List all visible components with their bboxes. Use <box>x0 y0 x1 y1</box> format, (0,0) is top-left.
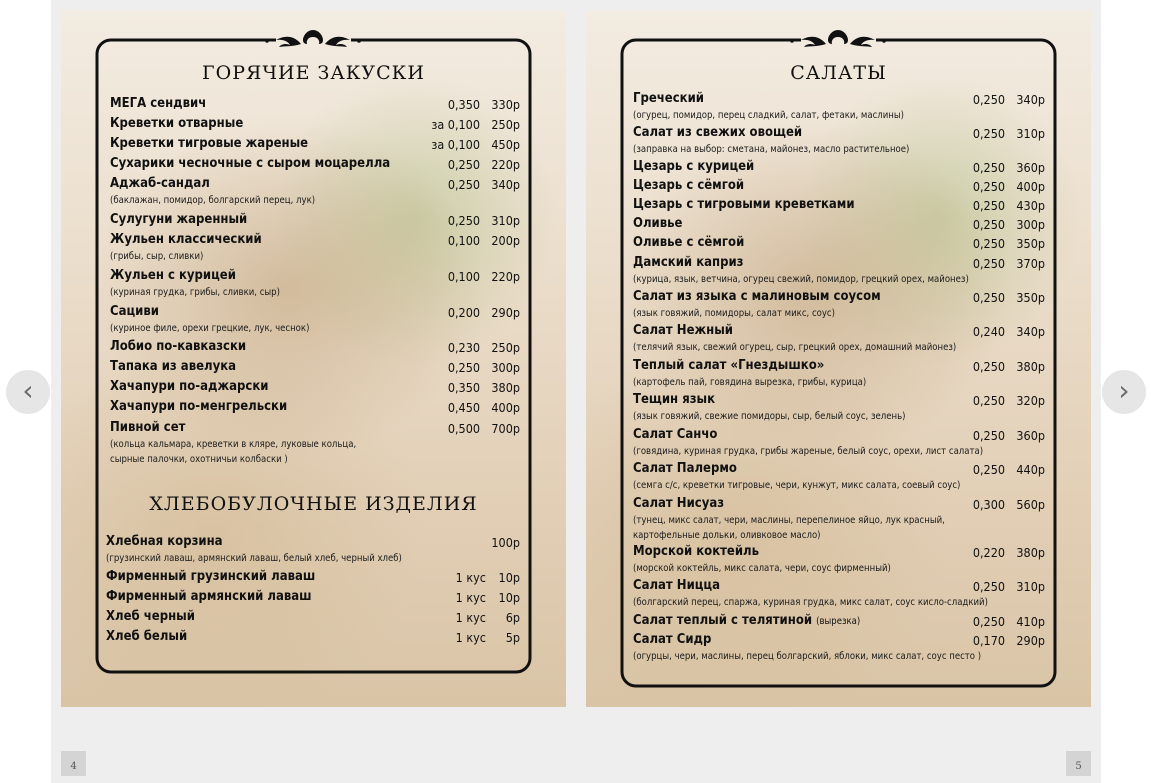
menu-item <box>61 135 566 155</box>
menu-item-name-text: Фирменный грузинский лаваш <box>106 569 316 584</box>
menu-item <box>586 158 1091 178</box>
menu-item <box>61 419 566 439</box>
menu-item-description: (язык говяжий, помидоры, салат микс, соус) <box>633 308 835 319</box>
menu-item <box>61 533 566 553</box>
menu-item-weight: за 0,100 <box>431 117 480 132</box>
menu-item-weight: 0,250 <box>447 157 480 172</box>
menu-item-price: 10р <box>498 590 520 605</box>
menu-item-weight: 0,200 <box>447 305 480 320</box>
menu-item-name-text: Креветки тигровые жареные <box>110 136 309 151</box>
menu-item-price: 250р <box>491 117 520 132</box>
menu-item-name <box>633 461 737 476</box>
menu-item-name-text: Тещин язык <box>633 392 716 407</box>
menu-item-weight: 0,250 <box>972 579 1005 594</box>
menu-item-name-text: Аджаб-сандал <box>110 176 210 191</box>
menu-item-weight: 0,250 <box>972 92 1005 107</box>
menu-item-name-text: Хлеб черный <box>106 609 195 624</box>
menu-item-name-text: Салат Сидр <box>633 632 712 647</box>
menu-item-name <box>633 289 881 304</box>
menu-item <box>586 577 1091 597</box>
menu-item-weight: 0,250 <box>972 236 1005 251</box>
menu-item-name-text: Салат Палермо <box>633 461 737 476</box>
next-page-button[interactable] <box>1102 370 1146 414</box>
menu-item-price: 5р <box>505 630 520 645</box>
menu-item-description: (огурцы, чери, маслины, перец болгарский, яблоки, микс салат, соус песто ) <box>633 651 982 662</box>
menu-item-weight: за 0,100 <box>431 137 480 152</box>
menu-item <box>586 357 1091 377</box>
menu-item-name-text: Цезарь с сёмгой <box>633 178 745 193</box>
menu-item-weight: 0,250 <box>447 213 480 228</box>
menu-item-description: (болгарский перец, спаржа, куриная грудка, микс салат, соус кисло-сладкий) <box>633 597 988 608</box>
menu-item <box>61 211 566 231</box>
menu-item-weight: 0,250 <box>972 198 1005 213</box>
menu-item-weight: 1 кус <box>455 610 486 625</box>
menu-item-name-text: Морской коктейль <box>633 544 760 559</box>
menu-item-weight: 1 кус <box>455 570 486 585</box>
menu-item-weight: 0,500 <box>447 421 480 436</box>
menu-item-name-text: Хлебная корзина <box>106 534 223 549</box>
menu-item <box>61 231 566 251</box>
menu-item-name-text: Оливье с сёмгой <box>633 235 745 250</box>
menu-item-weight: 0,250 <box>972 393 1005 408</box>
menu-item-weight: 0,170 <box>972 633 1005 648</box>
menu-item-description: сырные палочки, охотничьи колбаски ) <box>110 454 288 465</box>
menu-item <box>61 267 566 287</box>
menu-item-price: 380р <box>491 380 520 395</box>
menu-item-name <box>633 323 733 338</box>
menu-item-weight: 0,230 <box>447 340 480 355</box>
chevron-right-icon: › <box>1118 374 1130 407</box>
menu-item-name-text: Жульен с курицей <box>110 268 236 283</box>
menu-item <box>586 426 1091 446</box>
menu-item-price: 300р <box>1016 217 1045 232</box>
menu-item-weight: 0,300 <box>972 497 1005 512</box>
menu-item-name <box>110 399 287 414</box>
menu-item-name-text: Оливье <box>633 216 683 231</box>
menu-item-name-text: МЕГА сендвич <box>110 96 207 111</box>
menu-item-name <box>633 578 720 593</box>
menu-item-price: 220р <box>491 269 520 284</box>
menu-item-name <box>633 392 715 407</box>
menu-item-weight: 0,250 <box>972 160 1005 175</box>
menu-item-weight: 0,250 <box>972 428 1005 443</box>
menu-item <box>586 495 1091 515</box>
menu-item-price: 450р <box>491 137 520 152</box>
menu-item <box>586 322 1091 342</box>
menu-item-weight: 1 кус <box>455 630 486 645</box>
menu-item-name <box>106 629 187 644</box>
chevron-left-icon: ‹ <box>22 374 34 407</box>
menu-item-price: 400р <box>1016 179 1045 194</box>
menu-item <box>61 378 566 398</box>
menu-item <box>61 95 566 115</box>
menu-item-name <box>110 176 210 191</box>
menu-item-weight: 0,250 <box>972 462 1005 477</box>
menu-item-name-text: Жульен классический <box>110 232 262 247</box>
section-title-bakery: ХЛЕБОБУЛОЧНЫЕ ИЗДЕЛИЯ <box>149 493 478 515</box>
menu-item-name-text: Креветки отварные <box>110 116 244 131</box>
menu-item <box>586 234 1091 254</box>
menu-item <box>61 358 566 378</box>
menu-item <box>586 215 1091 235</box>
menu-item-description: (тунец, микс салат, чери, маслины, перепелиное яйцо, лук красный, <box>633 515 945 526</box>
menu-item-price: 10р <box>498 570 520 585</box>
menu-item-description: (говядина, куриная грудка, грибы жареные, белый соус, орехи, лист салата) <box>633 446 984 457</box>
menu-item-name-text: Сулугуни жаренный <box>110 212 248 227</box>
menu-item-price: 440р <box>1016 462 1045 477</box>
menu-item-weight: 0,250 <box>972 614 1005 629</box>
menu-item <box>586 631 1091 651</box>
menu-item-price: 410р <box>1016 614 1045 629</box>
menu-item <box>586 288 1091 308</box>
menu-item-weight: 0,220 <box>972 545 1005 560</box>
menu-item <box>586 612 1091 632</box>
menu-item-name <box>633 255 743 270</box>
menu-item-weight: 0,450 <box>447 400 480 415</box>
menu-item-description: (кольца кальмара, креветки в кляре, луковые кольца, <box>110 439 357 450</box>
menu-item-name-text: Пивной сет <box>110 420 186 435</box>
menu-item <box>61 588 566 608</box>
menu-item-name <box>633 197 855 212</box>
prev-page-button[interactable] <box>6 370 50 414</box>
menu-item-price: 310р <box>1016 126 1045 141</box>
menu-item-name-text: Салат Санчо <box>633 427 718 442</box>
menu-item-price: 290р <box>1016 633 1045 648</box>
menu-item-name-text: Хачапури по-менгрельски <box>110 399 288 414</box>
menu-item-name-text: Греческий <box>633 91 704 106</box>
menu-item-price: 370р <box>1016 256 1045 271</box>
menu-item-name <box>110 96 206 111</box>
menu-item-price: 360р <box>1016 428 1045 443</box>
menu-item-description: (семга с/с, креветки тигровые, чери, кунжут, микс салата, соевый соус) <box>633 480 961 491</box>
section-title-hot-appetizers: ГОРЯЧИЕ ЗАКУСКИ <box>202 62 425 84</box>
menu-item-description: (куриное филе, орехи грецкие, лук, чеснок) <box>110 323 310 334</box>
menu-item-price: 700р <box>491 421 520 436</box>
menu-item-price: 320р <box>1016 393 1045 408</box>
menu-item-price: 400р <box>491 400 520 415</box>
menu-item-name <box>633 125 802 140</box>
menu-item-name <box>633 358 824 373</box>
menu-item-weight: 0,350 <box>447 380 480 395</box>
menu-item-price: 360р <box>1016 160 1045 175</box>
menu-item <box>586 124 1091 144</box>
menu-item-price: 250р <box>491 340 520 355</box>
page-number-left: 4 <box>61 751 86 776</box>
menu-item-name <box>110 304 159 319</box>
menu-item-name-text: Салат теплый с телятиной <box>633 613 813 628</box>
ornament-icon <box>790 30 886 47</box>
menu-item-weight: 0,250 <box>972 256 1005 271</box>
menu-item-name-text: Салат из свежих овощей <box>633 125 803 140</box>
menu-item-name <box>633 613 860 628</box>
menu-item-weight: 0,250 <box>972 359 1005 374</box>
menu-item-name <box>633 496 724 511</box>
menu-item-name-text: Дамский каприз <box>633 255 744 270</box>
menu-item-name <box>110 212 247 227</box>
menu-item-name-text: Салат из языка с малиновым соусом <box>633 289 881 304</box>
menu-item-price: 380р <box>1016 545 1045 560</box>
menu-item-description: (заправка на выбор: сметана, майонез, масло растительное) <box>633 144 910 155</box>
menu-item-name <box>106 589 312 604</box>
menu-item-name <box>110 420 185 435</box>
menu-item-price: 380р <box>1016 359 1045 374</box>
menu-item-name <box>633 159 754 174</box>
menu-item <box>61 175 566 195</box>
menu-item-price: 350р <box>1016 290 1045 305</box>
menu-item-name-text: Цезарь с курицей <box>633 159 755 174</box>
menu-item-name <box>110 339 246 354</box>
menu-item-price: 220р <box>491 157 520 172</box>
menu-page-right[interactable] <box>586 10 1091 707</box>
menu-page-left[interactable] <box>61 10 566 707</box>
menu-item-description: (огурец, помидор, перец сладкий, салат, фетаки, маслины) <box>633 110 904 121</box>
menu-item-weight: 0,240 <box>972 324 1005 339</box>
menu-item-name <box>110 379 268 394</box>
menu-item-name <box>633 235 744 250</box>
menu-item <box>61 155 566 175</box>
menu-item <box>61 608 566 628</box>
menu-item-weight: 0,100 <box>447 233 480 248</box>
menu-item-name <box>633 544 759 559</box>
menu-item-price: 330р <box>491 97 520 112</box>
menu-item-name <box>110 136 308 151</box>
menu-item-weight: 0,250 <box>972 290 1005 305</box>
menu-item-note: (вырезка) <box>816 616 861 627</box>
menu-item-name-text: Лобио по-кавказски <box>110 339 247 354</box>
menu-item-name-text: Теплый салат «Гнездышко» <box>633 358 825 373</box>
menu-item <box>586 196 1091 216</box>
menu-item <box>586 254 1091 274</box>
menu-item-price: 310р <box>1016 579 1045 594</box>
menu-item-price: 560р <box>1016 497 1045 512</box>
menu-item-name <box>110 268 236 283</box>
menu-item-weight: 0,250 <box>972 126 1005 141</box>
menu-item-name-text: Салат Нежный <box>633 323 733 338</box>
menu-item-description: (язык говяжий, свежие помидоры, сыр, белый соус, зелень) <box>633 411 906 422</box>
menu-item-price: 300р <box>491 360 520 375</box>
section-title-salads: САЛАТЫ <box>790 62 887 84</box>
menu-item <box>586 90 1091 110</box>
menu-item-name-text: Хачапури по-аджарски <box>110 379 269 394</box>
menu-item <box>61 568 566 588</box>
menu-item-price: 340р <box>1016 324 1045 339</box>
menu-item-description: (грузинский лаваш, армянский лаваш, белый хлеб, черный хлеб) <box>106 553 402 564</box>
menu-item-description: картофельные дольки, оливковое масло) <box>633 530 821 541</box>
menu-item <box>586 177 1091 197</box>
menu-item-weight: 0,250 <box>447 177 480 192</box>
menu-item-price: 430р <box>1016 198 1045 213</box>
menu-item-price: 100р <box>491 535 520 550</box>
page-number-right: 5 <box>1066 751 1091 776</box>
menu-item-name-text: Сациви <box>110 304 159 319</box>
menu-item-weight: 0,250 <box>447 360 480 375</box>
menu-item-description: (грибы, сыр, сливки) <box>110 251 204 262</box>
menu-item-price: 290р <box>491 305 520 320</box>
menu-item-price: 340р <box>491 177 520 192</box>
menu-item-name <box>106 609 195 624</box>
menu-item-name-text: Сухарики чесночные с сыром моцарелла <box>110 156 391 171</box>
ornament-icon <box>265 30 361 47</box>
menu-item <box>586 391 1091 411</box>
menu-item-price: 340р <box>1016 92 1045 107</box>
menu-item-weight: 1 кус <box>455 590 486 605</box>
menu-item-weight: 0,250 <box>972 179 1005 194</box>
menu-item <box>61 115 566 135</box>
menu-item-price: 310р <box>491 213 520 228</box>
menu-item <box>586 543 1091 563</box>
menu-item-name <box>633 216 682 231</box>
menu-item-weight: 0,100 <box>447 269 480 284</box>
menu-item-name <box>106 569 315 584</box>
menu-item-name <box>110 232 262 247</box>
menu-item-name <box>633 632 711 647</box>
menu-item <box>61 338 566 358</box>
menu-item-price: 6р <box>505 610 520 625</box>
menu-item-name <box>633 178 744 193</box>
menu-item-weight: 0,350 <box>447 97 480 112</box>
menu-item-name-text: Хлеб белый <box>106 629 188 644</box>
menu-item-name <box>110 116 243 131</box>
menu-item-name-text: Цезарь с тигровыми креветками <box>633 197 855 212</box>
menu-item-name-text: Салат Нисуаз <box>633 496 725 511</box>
menu-item-description: (курица, язык, ветчина, огурец свежий, помидор, грецкий орех, майонез) <box>633 274 969 285</box>
menu-item <box>61 303 566 323</box>
menu-item-name-text: Фирменный армянский лаваш <box>106 589 312 604</box>
menu-item-description: (телячий язык, свежий огурец, сыр, грецкий орех, домашний майонез) <box>633 342 957 353</box>
menu-item-price: 350р <box>1016 236 1045 251</box>
menu-item-description: (баклажан, помидор, болгарский перец, лук) <box>110 195 316 206</box>
menu-item <box>61 398 566 418</box>
menu-item-name <box>633 427 717 442</box>
menu-item-description: (куриная грудка, грибы, сливки, сыр) <box>110 287 280 298</box>
menu-item <box>61 628 566 648</box>
menu-item-description: (морской коктейль, микс салата, чери, соус фирменный) <box>633 563 891 574</box>
menu-item-weight: 0,250 <box>972 217 1005 232</box>
menu-item-name <box>110 359 236 374</box>
menu-item-price: 200р <box>491 233 520 248</box>
menu-item-name <box>110 156 390 171</box>
menu-item-name-text: Салат Ницца <box>633 578 720 593</box>
menu-item-name <box>633 91 704 106</box>
menu-item-description: (картофель пай, говядина вырезка, грибы, курица) <box>633 377 867 388</box>
menu-item <box>586 460 1091 480</box>
menu-item-name-text: Тапака из авелука <box>110 359 237 374</box>
menu-item-name <box>106 534 223 549</box>
